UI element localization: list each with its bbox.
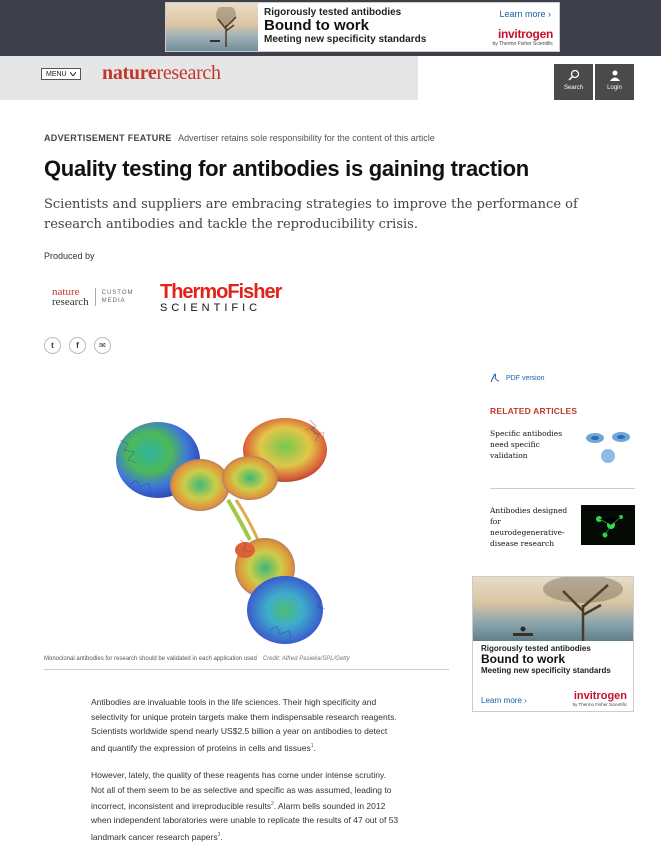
feature-label: ADVERTISEMENT FEATURE [44,133,172,143]
sidebar-ad-banner[interactable] [472,576,634,712]
article-title: Quality testing for antibodies is gaining traction [44,156,529,181]
related-article-title: Specific antibodies need specific validation [490,429,563,460]
ad-headline: Bound to work [264,17,369,34]
menu-label: MENU [46,70,67,78]
ad-learn-more-link[interactable]: Learn more › [481,696,527,705]
invitrogen-logo: invitrogen by Thermo Fisher Scientific [572,690,627,707]
search-label: Search [563,85,583,91]
facebook-share-button[interactable] [69,337,86,354]
header-bar [0,56,418,100]
thermo-fisher-logo[interactable]: ThermoFisher SCIENTIFIC [160,281,282,314]
tree-icon [473,577,633,641]
related-article-2[interactable] [490,505,635,549]
ad-tree-image [473,577,633,641]
pdf-version-link[interactable] [490,373,545,383]
chevron-down-icon [70,72,76,76]
ad-line3: Meeting new specificity standards [264,34,427,45]
related-article-1[interactable] [490,428,635,461]
ad-headline: Bound to work [481,652,565,666]
article-standfirst: Scientists and suppliers are embracing strategies to improve the performance of research antibodies and tackle the reproducibility crisis. [44,197,578,232]
email-share-button[interactable] [94,337,111,354]
nature-research-logo[interactable]: natureresearch [102,62,221,84]
menu-button[interactable] [41,68,81,80]
top-ad-band [0,0,661,56]
login-label: Login [607,85,622,91]
antibody-structure-image [100,400,360,652]
ad-line1: Rigorously tested antibodies [264,7,402,18]
caption-divider [44,669,449,670]
body-paragraph-1: Antibodies are invaluable tools in the life sciences. Their high specificity and selectivity for unique protein targets make them indispensable research reagents. Scientists worldwide spend nearly US$2.5 billion a year on antibodies to detect and quantify the expression of proteins in cells and tissues$^1$. [91,697,397,753]
login-button[interactable] [595,64,634,100]
related-article-thumbnail [581,428,635,468]
figure-credit: Credit: Alfred Pasieka/SPL/Getty [262,656,350,662]
pdf-label: PDF version [506,374,545,382]
related-divider [490,488,635,489]
pdf-icon [490,373,500,383]
tree-icon [204,7,244,47]
search-icon [568,69,580,81]
related-articles-heading: RELATED ARTICLES [490,406,578,416]
facebook-icon: f [76,341,79,350]
body-paragraph-2: However, lately, the quality of these reagents has come under intense scrutiny. Not all of them seem to be as selective and specific as was assumed, leading to incorrect, inconsistent and irreproducible results$^2$. Alarm bells sounded in 2012 when independent laboratories were unable to replicate the results of 47 out of 53 landmark cancer research papers$^3$. [91,770,399,842]
twitter-share-button[interactable] [44,337,61,354]
related-article-thumbnail [581,505,635,545]
search-button[interactable] [554,64,593,100]
article-kicker [44,133,435,143]
produced-by-label: Produced by [44,251,95,261]
reference-link-1[interactable]: 1 [310,742,314,749]
ad-tree-image [166,3,258,51]
related-article-title: Antibodies designed for neurodegenerative-disease research [490,506,568,548]
disclaimer: Advertiser retains sole responsibility for the content of this article [178,133,435,143]
ad-line1: Rigorously tested antibodies [481,644,591,653]
invitrogen-logo: invitrogen by Thermo Fisher Scientific [492,27,553,47]
reference-link-2[interactable]: 2 [271,801,274,807]
top-ad-banner[interactable] [165,2,560,52]
user-icon [609,69,621,81]
nature-research-custom-media-logo[interactable]: nature research CUSTOM MEDIA [52,286,134,308]
ad-learn-more-link[interactable]: Learn more › [499,9,551,19]
reference-link-3[interactable]: 3 [217,831,221,838]
twitter-icon: t [51,341,54,350]
ad-line3: Meeting new specificity standards [481,666,611,675]
figure-caption: Monoclonal antibodies for research should be validated in each application used Credit: Alfred Pasieka/SPL/Getty [44,656,350,662]
site-header [0,56,661,100]
email-icon: ✉ [99,341,106,350]
